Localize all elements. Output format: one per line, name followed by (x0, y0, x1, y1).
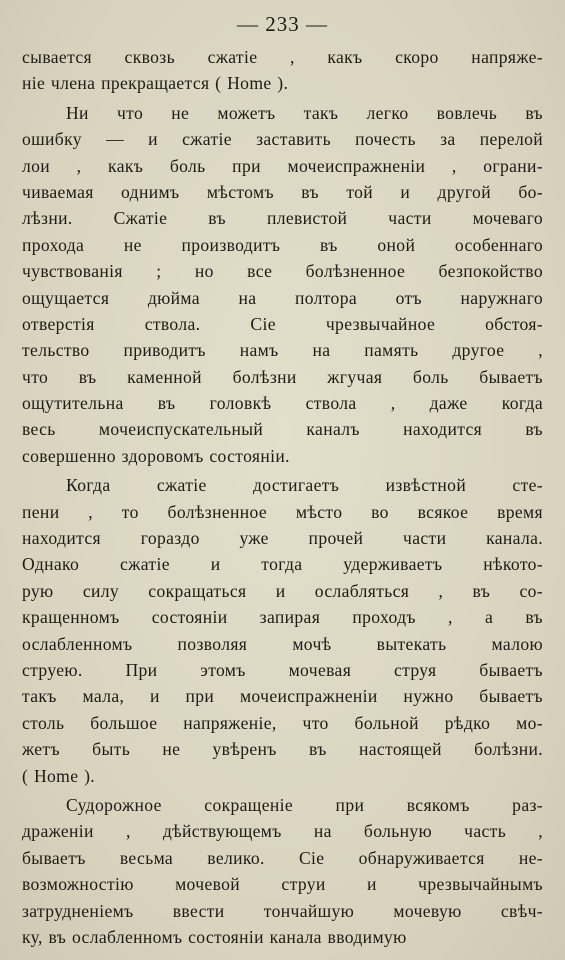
text-line: ошибку — и сжатіе заставить почесть за перелой (22, 129, 543, 150)
text-line: возможностію мочевой струи и чрезвычайнымъ (22, 874, 543, 895)
text-line: чиваемая однимъ мѣстомъ въ той и другой бо- (22, 181, 543, 202)
text-line: столь большое напряженіе, что больной рѣдко мо- (22, 712, 543, 733)
text-line: сывается сквозь сжатіе , какъ скоро напряже- (22, 47, 543, 67)
text-line: пени , то болѣзненное мѣсто во всякое время (22, 501, 543, 522)
paragraph (22, 100, 543, 469)
text-line: рую силу сокращаться и ослабляться , въ со- (22, 580, 543, 601)
text-line: что въ каменной болѣзни жгучая боль бываетъ (22, 366, 543, 387)
text-line: ощутительна въ головкѣ ствола , даже когда (22, 393, 543, 414)
paragraph (22, 792, 543, 950)
text-line: Когда сжатіе достигаетъ извѣстной сте- (66, 475, 543, 496)
text-line: кращенномъ состояніи запирая проходъ , а въ (22, 607, 543, 628)
text-line: прохода не производитъ въ оной особеннаго (22, 234, 543, 255)
text-line: такъ мала, и при мочеиспражненіи нужно бываетъ (22, 686, 543, 707)
text-line: ніе члена прекращается ( Home ). (22, 73, 289, 94)
text-line: лои , какъ боль при мочеиспражненіи , ограни- (22, 155, 543, 176)
text-line: жетъ быть не увѣренъ въ настоящей болѣзни. (22, 739, 543, 760)
text-line: затрудненіемъ ввести тончайшую мочевую свѣч- (22, 900, 543, 921)
text-line: ( Home ). (22, 765, 96, 786)
text-line: отверстія ствола. Сіе чрезвычайное обстоя- (22, 313, 543, 334)
text-line: бываетъ весьма велико. Сіе обнаруживается не- (22, 847, 543, 868)
paragraph (22, 44, 543, 97)
text-line: весь мочеиспускательный каналъ находится въ (22, 419, 543, 440)
text-line: тельство приводитъ намъ на память другое , (22, 340, 543, 361)
text-line: Судорожное сокращеніе при всякомъ раз- (66, 794, 543, 815)
text-line: ощущается дюйма на полтора отъ наружнаго (22, 287, 543, 308)
text-line: ку, въ ослабленномъ состояніи канала вводимую (22, 926, 407, 947)
text-line: драженіи , дѣйствующемъ на больную часть , (22, 821, 543, 842)
text-line: Однако сжатіе и тогда удерживаетъ нѣкото- (22, 554, 543, 575)
paragraph (22, 472, 543, 789)
page-number: — 233 — (237, 12, 328, 36)
text-line: совершенно здоровомъ состояніи. (22, 445, 290, 466)
text-line: Ни что не можетъ такъ легко вовлечь въ (66, 102, 543, 123)
text-line: струею. При этомъ мочевая струя бываетъ (22, 659, 543, 680)
text-line: находится гораздо уже прочей части канала. (22, 528, 543, 549)
page-body-text (22, 44, 543, 950)
text-line: чувствованія ; но все болѣзненное безпокойство (22, 261, 543, 282)
text-line: лѣзни. Сжатіе въ плевистой части мочеваго (22, 208, 543, 229)
text-line: ослабленномъ позволяя мочѣ вытекать малою (22, 633, 543, 654)
